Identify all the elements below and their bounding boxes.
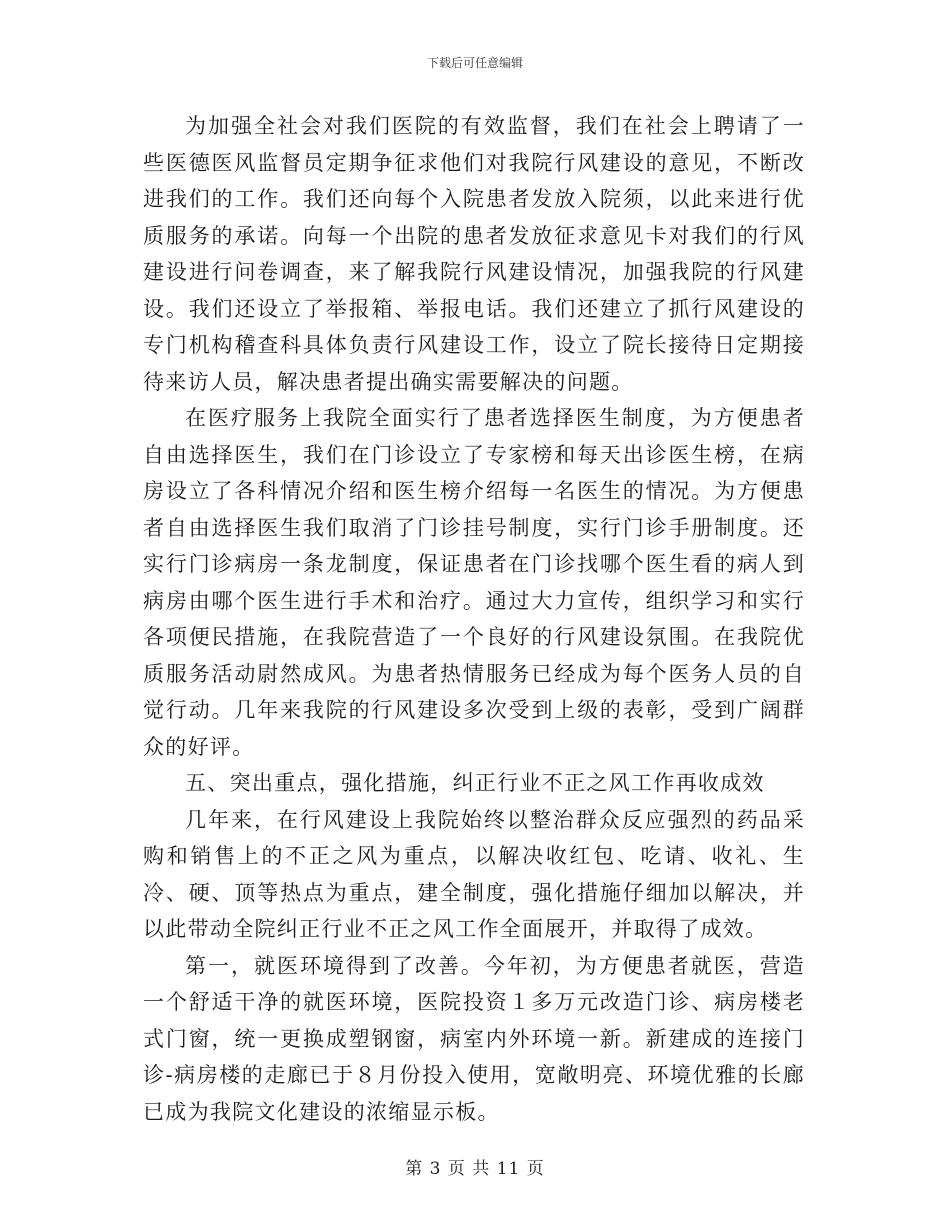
paragraph-environment: 第一，就医环境得到了改善。今年初，为方便患者就医，营造一个舒适干净的就医环境，医院投资１多万元改造门诊、病房楼老式门窗，统一更换成塑钢窗，病室内外环境一新。新建成的连接门诊-病房楼的走廊已于８月份投入使用，宽敞明亮、环境优雅的长廊已成为我院文化建设的浓缩显示板。: [143, 953, 805, 1124]
paragraph-doctor-selection: 在医疗服务上我院全面实行了患者选择医生制度，为方便患者自由选择医生，我们在门诊设立了专家榜和每天出诊医生榜，在病房设立了各科情况介绍和医生榜介绍每一名医生的情况。为方便患者自由选择医生我们取消了门诊挂号制度，实行门诊手册制度。还实行门诊病房一条龙制度，保证患者在门诊找哪个医生看的病人到病房由哪个医生进行手术和治疗。通过大力宣传，组织学习和实行各项便民措施，在我院营造了一个良好的行风建设氛围。在我院优质服务活动尉然成风。为患者热情服务已经成为每个医务人员的自觉行动。几年来我院的行风建设多次受到上级的表彰，受到广阔群众的好评。: [143, 406, 805, 759]
paragraph-supervision: 为加强全社会对我们医院的有效监督，我们在社会上聘请了一些医德医风监督员定期争征求他们对我院行风建设的意见，不断改进我们的工作。我们还向每个入院患者发放入院须，以此来进行优质服务的承诺。向每一个出院的患者发放征求意见卡对我们的行风建设进行问卷调查，来了解我院行风建设情况，加强我院的行风建设。我们还设立了举报箱、举报电话。我们还建立了抓行风建设的专门机构稽查科具体负责行风建设工作，设立了院长接待日定期接待来访人员，解决患者提出确实需要解决的问题。: [143, 114, 805, 394]
section-heading-five: 五、突出重点，强化措施，纠正行业不正之风工作再收成效: [185, 771, 765, 795]
paragraph-rectification: 几年来，在行风建设上我院始终以整治群众反应强烈的药品采购和销售上的不正之风为重点，以解决收红包、吃请、收礼、生冷、硬、顶等热点为重点，建全制度，强化措施仔细加以解决，并以此带动全院纠正行业不正之风工作全面展开，并取得了成效。: [143, 807, 805, 941]
document-body: [143, 108, 805, 1130]
page-number-footer: 第 3 页 共 11 页: [405, 1159, 545, 1179]
page-header: 下载后可任意编辑: [426, 56, 523, 70]
